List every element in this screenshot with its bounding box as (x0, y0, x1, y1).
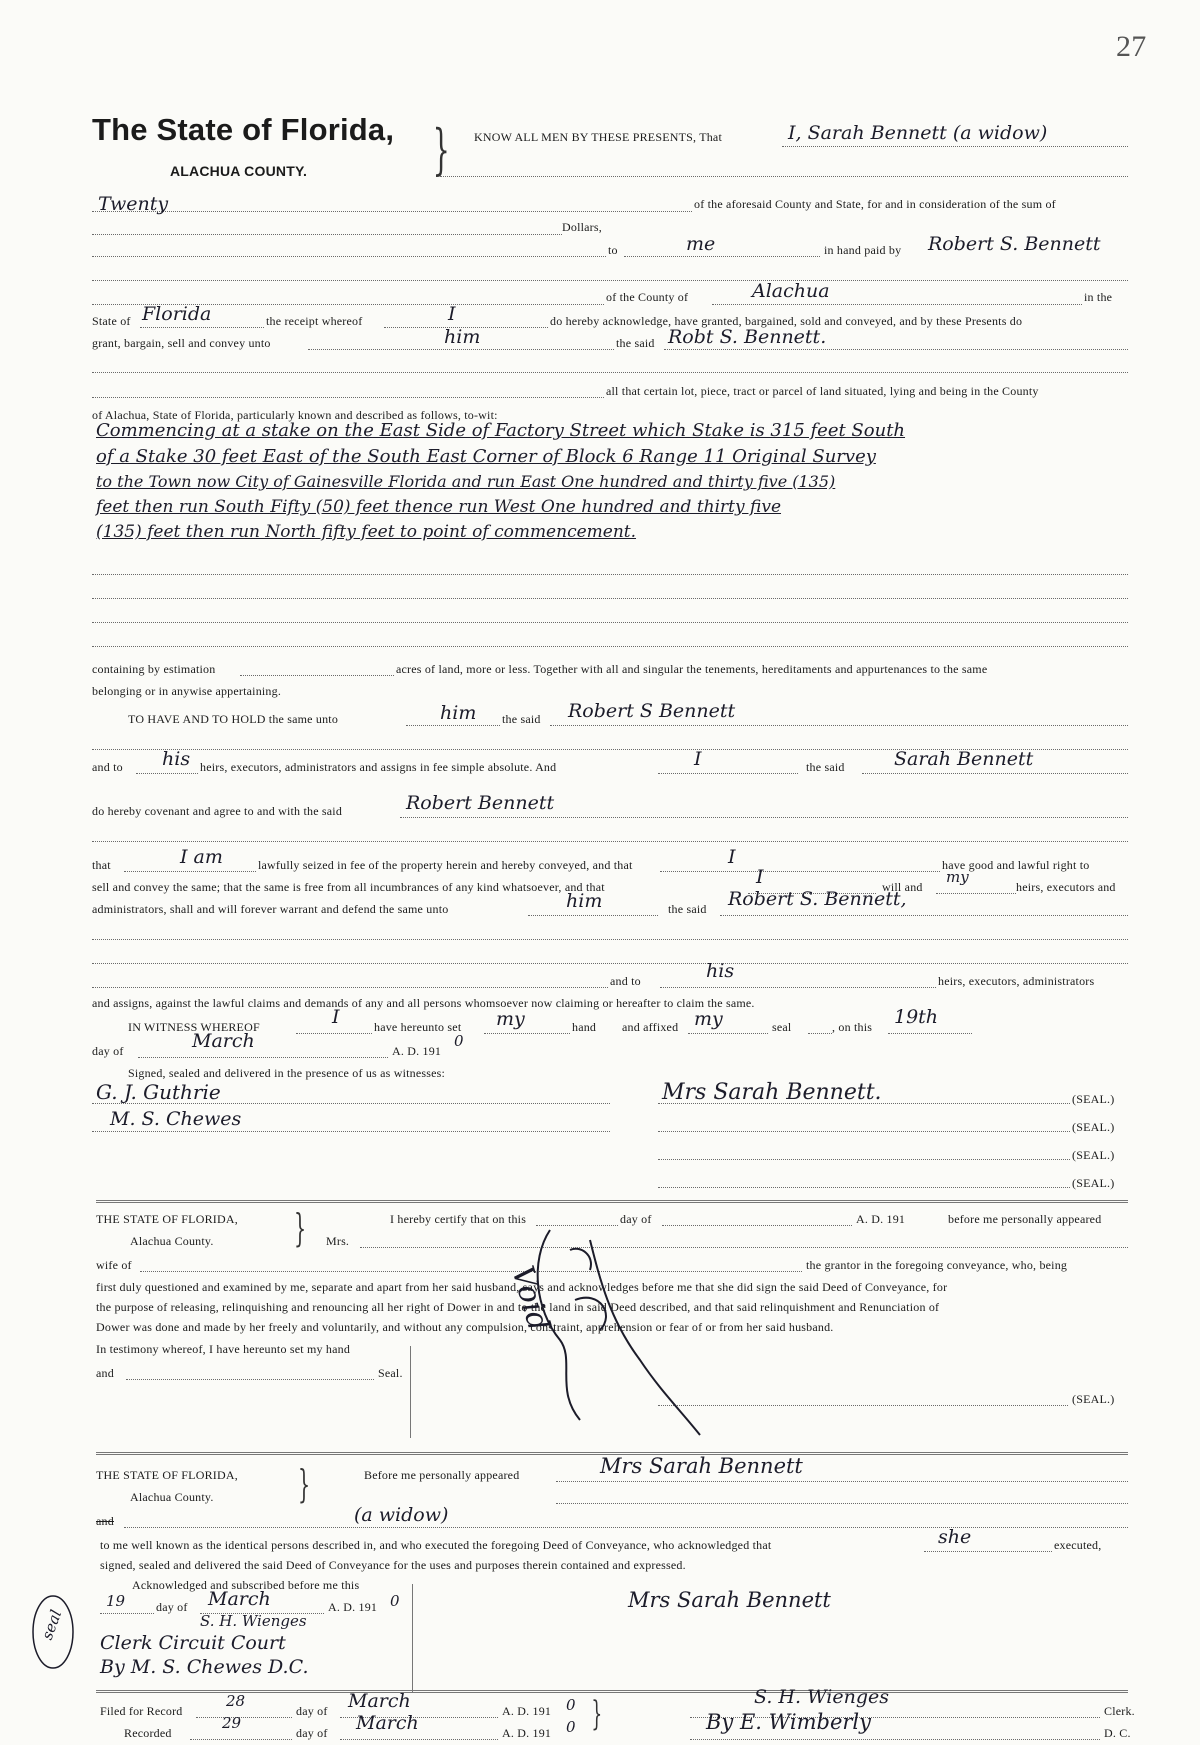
the-said-label: the said (616, 336, 655, 350)
header-brace: } (432, 118, 450, 181)
ad-label: A. D. 191 (392, 1044, 442, 1058)
dc-label: D. C. (1104, 1726, 1131, 1740)
warranty-i-2: I (756, 866, 764, 888)
warranty-i: I (728, 846, 736, 868)
filed-label: Filed for Record (100, 1704, 183, 1718)
dower-brace: } (294, 1206, 307, 1250)
ack-year: 0 (390, 1592, 400, 1610)
witness-2-signature: M. S. Chewes (110, 1108, 242, 1130)
dower-testimony: In testimony whereof, I have hereunto set my hand (96, 1342, 351, 1356)
heirs-exec-label-2: heirs, executors, administrators (938, 974, 1095, 988)
to-label: to (608, 243, 618, 257)
state-handwritten: Florida (142, 303, 212, 325)
witness-month: March (192, 1030, 255, 1052)
and-to-label: and to (92, 760, 123, 774)
filed-year: 0 (566, 1696, 576, 1714)
signed-text: Signed, sealed and delivered in the presence of us as witnesses: (128, 1066, 446, 1080)
page-number: 27 (1116, 30, 1147, 63)
clerk-signature: S. H. Wienges (754, 1686, 889, 1708)
legal-line-5: (135) feet then run North fifty feet to point of commencement. (96, 522, 637, 542)
to-handwritten: me (686, 233, 716, 255)
paid-by-handwritten: Robert S. Bennett (928, 233, 1101, 255)
rec-day-of: day of (296, 1726, 328, 1740)
state-of-label: State of (92, 314, 131, 328)
dower-wife-of: wife of (96, 1258, 132, 1272)
dower-before-me: before me personally appeared (948, 1212, 1102, 1226)
habendum-his: his (162, 748, 191, 770)
day-of-label: day of (92, 1044, 124, 1058)
all-that-text: all that certain lot, piece, tract or parcel of land situated, lying and being in the County (606, 384, 1039, 398)
dower-seal: Seal. (378, 1366, 403, 1380)
filed-day-of: day of (296, 1704, 328, 1718)
dc-signature: By E. Wimberly (706, 1710, 871, 1734)
of-aforesaid: of the aforesaid County and State, for and in consideration of the sum of (694, 197, 1056, 211)
ack-clerk-3: By M. S. Chewes D.C. (100, 1656, 309, 1678)
seal-circle (30, 1592, 76, 1672)
rec-day: 29 (222, 1714, 242, 1732)
grantee-handwritten: Robt S. Bennett. (668, 326, 827, 348)
seal-label-2: (SEAL.) (1072, 1120, 1115, 1134)
have-hereunto-label: have hereunto set (374, 1020, 462, 1034)
grantor-signature: Mrs Sarah Bennett. (662, 1080, 882, 1105)
dower-day-of: day of (620, 1212, 652, 1226)
habendum-the-said-2: the said (806, 760, 845, 774)
containing-label: containing by estimation (92, 662, 216, 676)
warranty-my: my (946, 868, 969, 886)
county-handwritten: Alachua (752, 280, 830, 302)
in-witness-label: IN WITNESS WHEREOF (128, 1020, 260, 1034)
witness-day: 19th (894, 1006, 939, 1028)
void-scrawl (520, 1220, 720, 1440)
seized-text: lawfully seized in fee of the property herein and hereby conveyed, and that (258, 858, 633, 872)
ack-subscribed: Acknowledged and subscribed before me this (132, 1578, 360, 1592)
dower-ad: A. D. 191 (856, 1212, 906, 1226)
legal-line-4: feet then run South Fifty (50) feet thence run West One hundred and thirty five (96, 497, 782, 517)
habendum-him: him (440, 702, 477, 724)
ack-before-me: Before me personally appeared (364, 1468, 520, 1482)
dower-seal-label: (SEAL.) (1072, 1392, 1115, 1406)
will-and-label: will and (882, 880, 923, 894)
affixed-label: and affixed (622, 1020, 679, 1034)
acknowledge-text: do hereby acknowledge, have granted, bargained, sold and conveyed, and by these Presents do (550, 314, 1023, 328)
intro-text: KNOW ALL MEN BY THESE PRESENTS, That (474, 130, 722, 144)
ack-brace: } (298, 1462, 311, 1506)
dower-certify: I hereby certify that on this (390, 1212, 527, 1226)
rec-month: March (356, 1712, 419, 1734)
on-this-label: , on this (832, 1020, 873, 1034)
acres-text: acres of land, more or less. Together with all and singular the tenements, hereditaments and appurtenances to the same (396, 662, 988, 676)
legal-line-1: Commencing at a stake on the East Side of Factory Street which Stake is 315 feet South (96, 420, 906, 441)
rec-year: 0 (566, 1718, 576, 1736)
ack-ad: A. D. 191 (328, 1600, 378, 1614)
recording-brace: } (591, 1694, 603, 1734)
ack-executed: executed, (1054, 1538, 1102, 1552)
warranty-grantee: Robert S. Bennett, (728, 888, 907, 910)
covenant-label: do hereby covenant and agree to and with the said (92, 804, 343, 818)
filed-month: March (348, 1690, 411, 1712)
witness-i: I (332, 1006, 340, 1028)
seal-label-3: (SEAL.) (1072, 1148, 1115, 1162)
dower-grantor: the grantor in the foregoing conveyance, who, being (806, 1258, 1068, 1272)
unto-handwritten: him (444, 326, 481, 348)
ack-clerk-1: S. H. Wienges (200, 1612, 307, 1630)
habendum-grantor: Sarah Bennett (894, 748, 1034, 770)
county-title: ALACHUA COUNTY. (170, 163, 308, 179)
dower-para-3: Dower was done and made by her freely and voluntarily, and without any compulsion, constraint, apprehension or fear of or from her said husband. (96, 1320, 834, 1334)
warranty-i-am: I am (180, 846, 223, 868)
warranty-him: him (566, 890, 603, 912)
habendum-i: I (694, 748, 702, 770)
dower-para-2: the purpose of releasing, relinquishing and renouncing all her right of Dower in and to the land in said Deed described, and that said relinquishment and Renunciation of (96, 1300, 940, 1314)
habendum-the-said: the said (502, 712, 541, 726)
of-alachua-text: of Alachua, State of Florida, particularly known and described as follows, to-wit: (92, 408, 498, 422)
witness-my-2: my (694, 1008, 723, 1030)
warranty-his: his (706, 960, 735, 982)
ack-appeared: Mrs Sarah Bennett (600, 1454, 803, 1478)
ack-she: she (938, 1526, 972, 1548)
grantor-name: I, Sarah Bennett (a widow) (788, 122, 1048, 144)
paid-by-label: in hand paid by (824, 243, 902, 257)
covenant-handwritten: Robert Bennett (406, 792, 555, 814)
ack-signature: Mrs Sarah Bennett (628, 1588, 831, 1612)
that-label: that (92, 858, 111, 872)
to-have-label: TO HAVE AND TO HOLD the same unto (128, 712, 339, 726)
ack-clerk-2: Clerk Circuit Court (100, 1632, 286, 1654)
witness-year: 0 (454, 1032, 464, 1050)
rec-ad: A. D. 191 (502, 1726, 552, 1740)
and-assigns-text: and assigns, against the lawful claims and demands of any and all persons whomsoever now claiming or hereafter to claim the same. (92, 996, 755, 1010)
seal-label-1: (SEAL.) (1072, 1092, 1115, 1106)
heirs-exec-label: heirs, executors and (1016, 880, 1116, 894)
and-to-label-2: and to (610, 974, 641, 988)
ack-day: 19 (106, 1592, 126, 1610)
dower-county: Alachua County. (130, 1234, 214, 1248)
admins-text: administrators, shall and will forever warrant and defend the same unto (92, 902, 449, 916)
ack-and-struck: and (96, 1514, 114, 1528)
sell-convey-text: sell and convey the same; that the same is free from all incumbrances of any kind whatsoever, and that (92, 880, 605, 894)
dower-mrs: Mrs. (326, 1234, 350, 1248)
witness-1-signature: G. J. Guthrie (96, 1080, 221, 1104)
recorded-label: Recorded (124, 1726, 172, 1740)
heirs-text: heirs, executors, administrators and assigns in fee simple absolute. And (200, 760, 557, 774)
county-of-label: of the County of (606, 290, 689, 304)
legal-line-3: to the Town now City of Gainesville Florida and run East One hundred and thirty five (135) (96, 472, 836, 491)
witness-my: my (496, 1008, 525, 1030)
section-divider-3 (96, 1690, 1128, 1693)
ack-county: Alachua County. (130, 1490, 214, 1504)
warranty-the-said: the said (668, 902, 707, 916)
dower-and: and (96, 1366, 114, 1380)
habendum-grantee: Robert S Bennett (568, 700, 736, 722)
seal-label: seal (772, 1020, 792, 1034)
hand-label: hand (572, 1020, 597, 1034)
filed-ad: A. D. 191 (502, 1704, 552, 1718)
void-mark: Void (504, 1262, 557, 1335)
ack-day-of: day of (156, 1600, 188, 1614)
seal-label-4: (SEAL.) (1072, 1176, 1115, 1190)
sum-handwritten: Twenty (98, 193, 169, 215)
filed-day: 28 (226, 1692, 246, 1710)
ack-month: March (208, 1588, 271, 1610)
grant-label: grant, bargain, sell and convey unto (92, 336, 271, 350)
dower-para-1: first duly questioned and examined by me, separate and apart from her said husband, says and acknowledges before me that she did sign the said Deed of Conveyance, for (96, 1280, 948, 1294)
clerk-label: Clerk. (1104, 1704, 1135, 1718)
receipt-label: the receipt whereof (266, 314, 363, 328)
ack-state: THE STATE OF FLORIDA, (96, 1468, 238, 1482)
ack-widow: (a widow) (354, 1504, 449, 1526)
ack-signed: signed, sealed and delivered the said Deed of Conveyance for the uses and purposes therein contained and expressed. (100, 1558, 686, 1572)
ack-known: to me well known as the identical persons described in, and who executed the foregoing Deed of Conveyance, who acknowledged that (100, 1538, 772, 1552)
good-right-text: have good and lawful right to (942, 858, 1090, 872)
state-title: The State of Florida, (92, 112, 395, 147)
ack-seal-stamp: seal (38, 1607, 66, 1643)
section-divider-1 (96, 1200, 1128, 1203)
receipt-handwritten: I (448, 303, 456, 325)
belonging-text: belonging or in anywise appertaining. (92, 684, 282, 698)
dollars-label: Dollars, (562, 220, 602, 234)
dower-state: THE STATE OF FLORIDA, (96, 1212, 238, 1226)
legal-line-2: of a Stake 30 feet East of the South East Corner of Block 6 Range 11 Original Survey (96, 446, 876, 467)
in-the-label: in the (1084, 290, 1113, 304)
